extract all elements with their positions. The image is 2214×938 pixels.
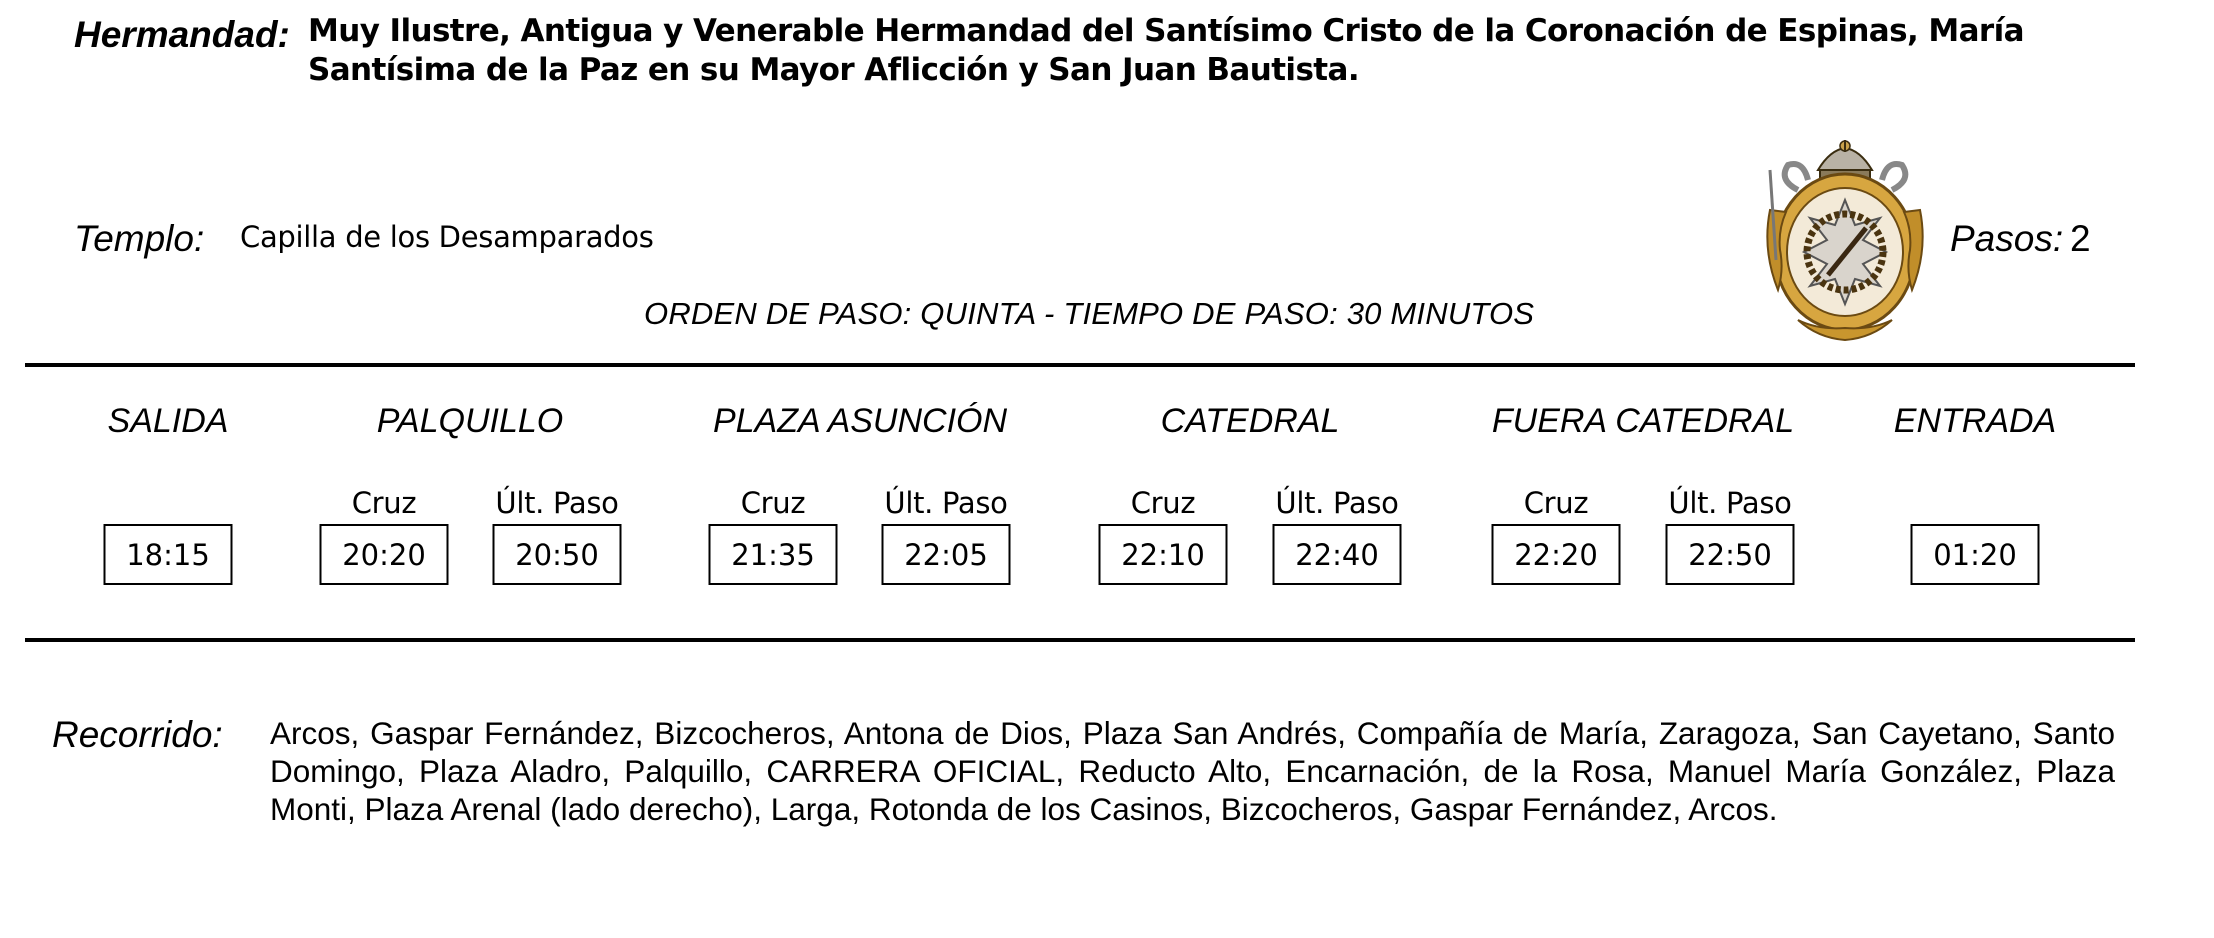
fuera-cruz-time: 22:20: [1492, 524, 1621, 585]
brotherhood-crest-icon: [1758, 140, 1932, 346]
palquillo-cruz-time: 20:20: [320, 524, 449, 585]
plaza-asuncion-title: PLAZA ASUNCIÓN: [712, 402, 1008, 440]
salida-time: 18:15: [104, 524, 233, 585]
recorrido-label: Recorrido:: [52, 714, 223, 755]
palquillo-ultimo-time: 20:50: [493, 524, 622, 585]
pasos-label: Pasos:: [1950, 218, 2064, 259]
palquillo-ultimo-label: Últ. Paso: [495, 486, 619, 520]
templo-label: Templo:: [74, 218, 205, 259]
plaza-ultimo-time: 22:05: [882, 524, 1011, 585]
bottom-divider: [25, 638, 2135, 642]
templo-value: Capilla de los Desamparados: [240, 220, 654, 254]
fuera-catedral-title: FUERA CATEDRAL: [1491, 402, 1795, 440]
catedral-ultimo-label: Últ. Paso: [1275, 486, 1399, 520]
palquillo-title: PALQUILLO: [376, 402, 564, 440]
recorrido-text: Arcos, Gaspar Fernández, Bizcocheros, Antona de Dios, Plaza San Andrés, Compañía de María, Zaragoza, San Cayetano, Santo Domingo, Plaza Aladro, Palquillo, CARRERA OFICIAL, Reducto Alto, Encarnación, de la Rosa, Manuel María González, Plaza Monti, Plaza Arenal (lado derecho), Larga, Rotonda de los Casinos, Bizcocheros, Gaspar Fernández, Arcos.: [270, 715, 2115, 827]
plaza-cruz-label: Cruz: [740, 486, 806, 520]
fuera-cruz-label: Cruz: [1523, 486, 1589, 520]
plaza-ultimo-label: Últ. Paso: [884, 486, 1008, 520]
hermandad-name: Muy Ilustre, Antigua y Venerable Hermandad del Santísimo Cristo de la Coronación de Espinas, María Santísima de la Paz en su Mayor Aflicción y San Juan Bautista.: [308, 13, 2024, 88]
orden-de-paso: ORDEN DE PASO: QUINTA - TIEMPO DE PASO: 30 MINUTOS: [644, 296, 1535, 331]
entrada-title: ENTRADA: [1893, 402, 2057, 440]
fuera-ultimo-time: 22:50: [1666, 524, 1795, 585]
palquillo-cruz-label: Cruz: [351, 486, 417, 520]
pasos-value: 2: [2070, 218, 2091, 259]
top-divider: [25, 363, 2135, 367]
salida-title: SALIDA: [107, 402, 229, 440]
catedral-cruz-time: 22:10: [1099, 524, 1228, 585]
hermandad-label: Hermandad:: [74, 14, 290, 55]
catedral-cruz-label: Cruz: [1130, 486, 1196, 520]
catedral-title: CATEDRAL: [1160, 402, 1340, 440]
plaza-cruz-time: 21:35: [709, 524, 838, 585]
fuera-ultimo-label: Últ. Paso: [1668, 486, 1792, 520]
catedral-ultimo-time: 22:40: [1273, 524, 1402, 585]
entrada-time: 01:20: [1911, 524, 2040, 585]
